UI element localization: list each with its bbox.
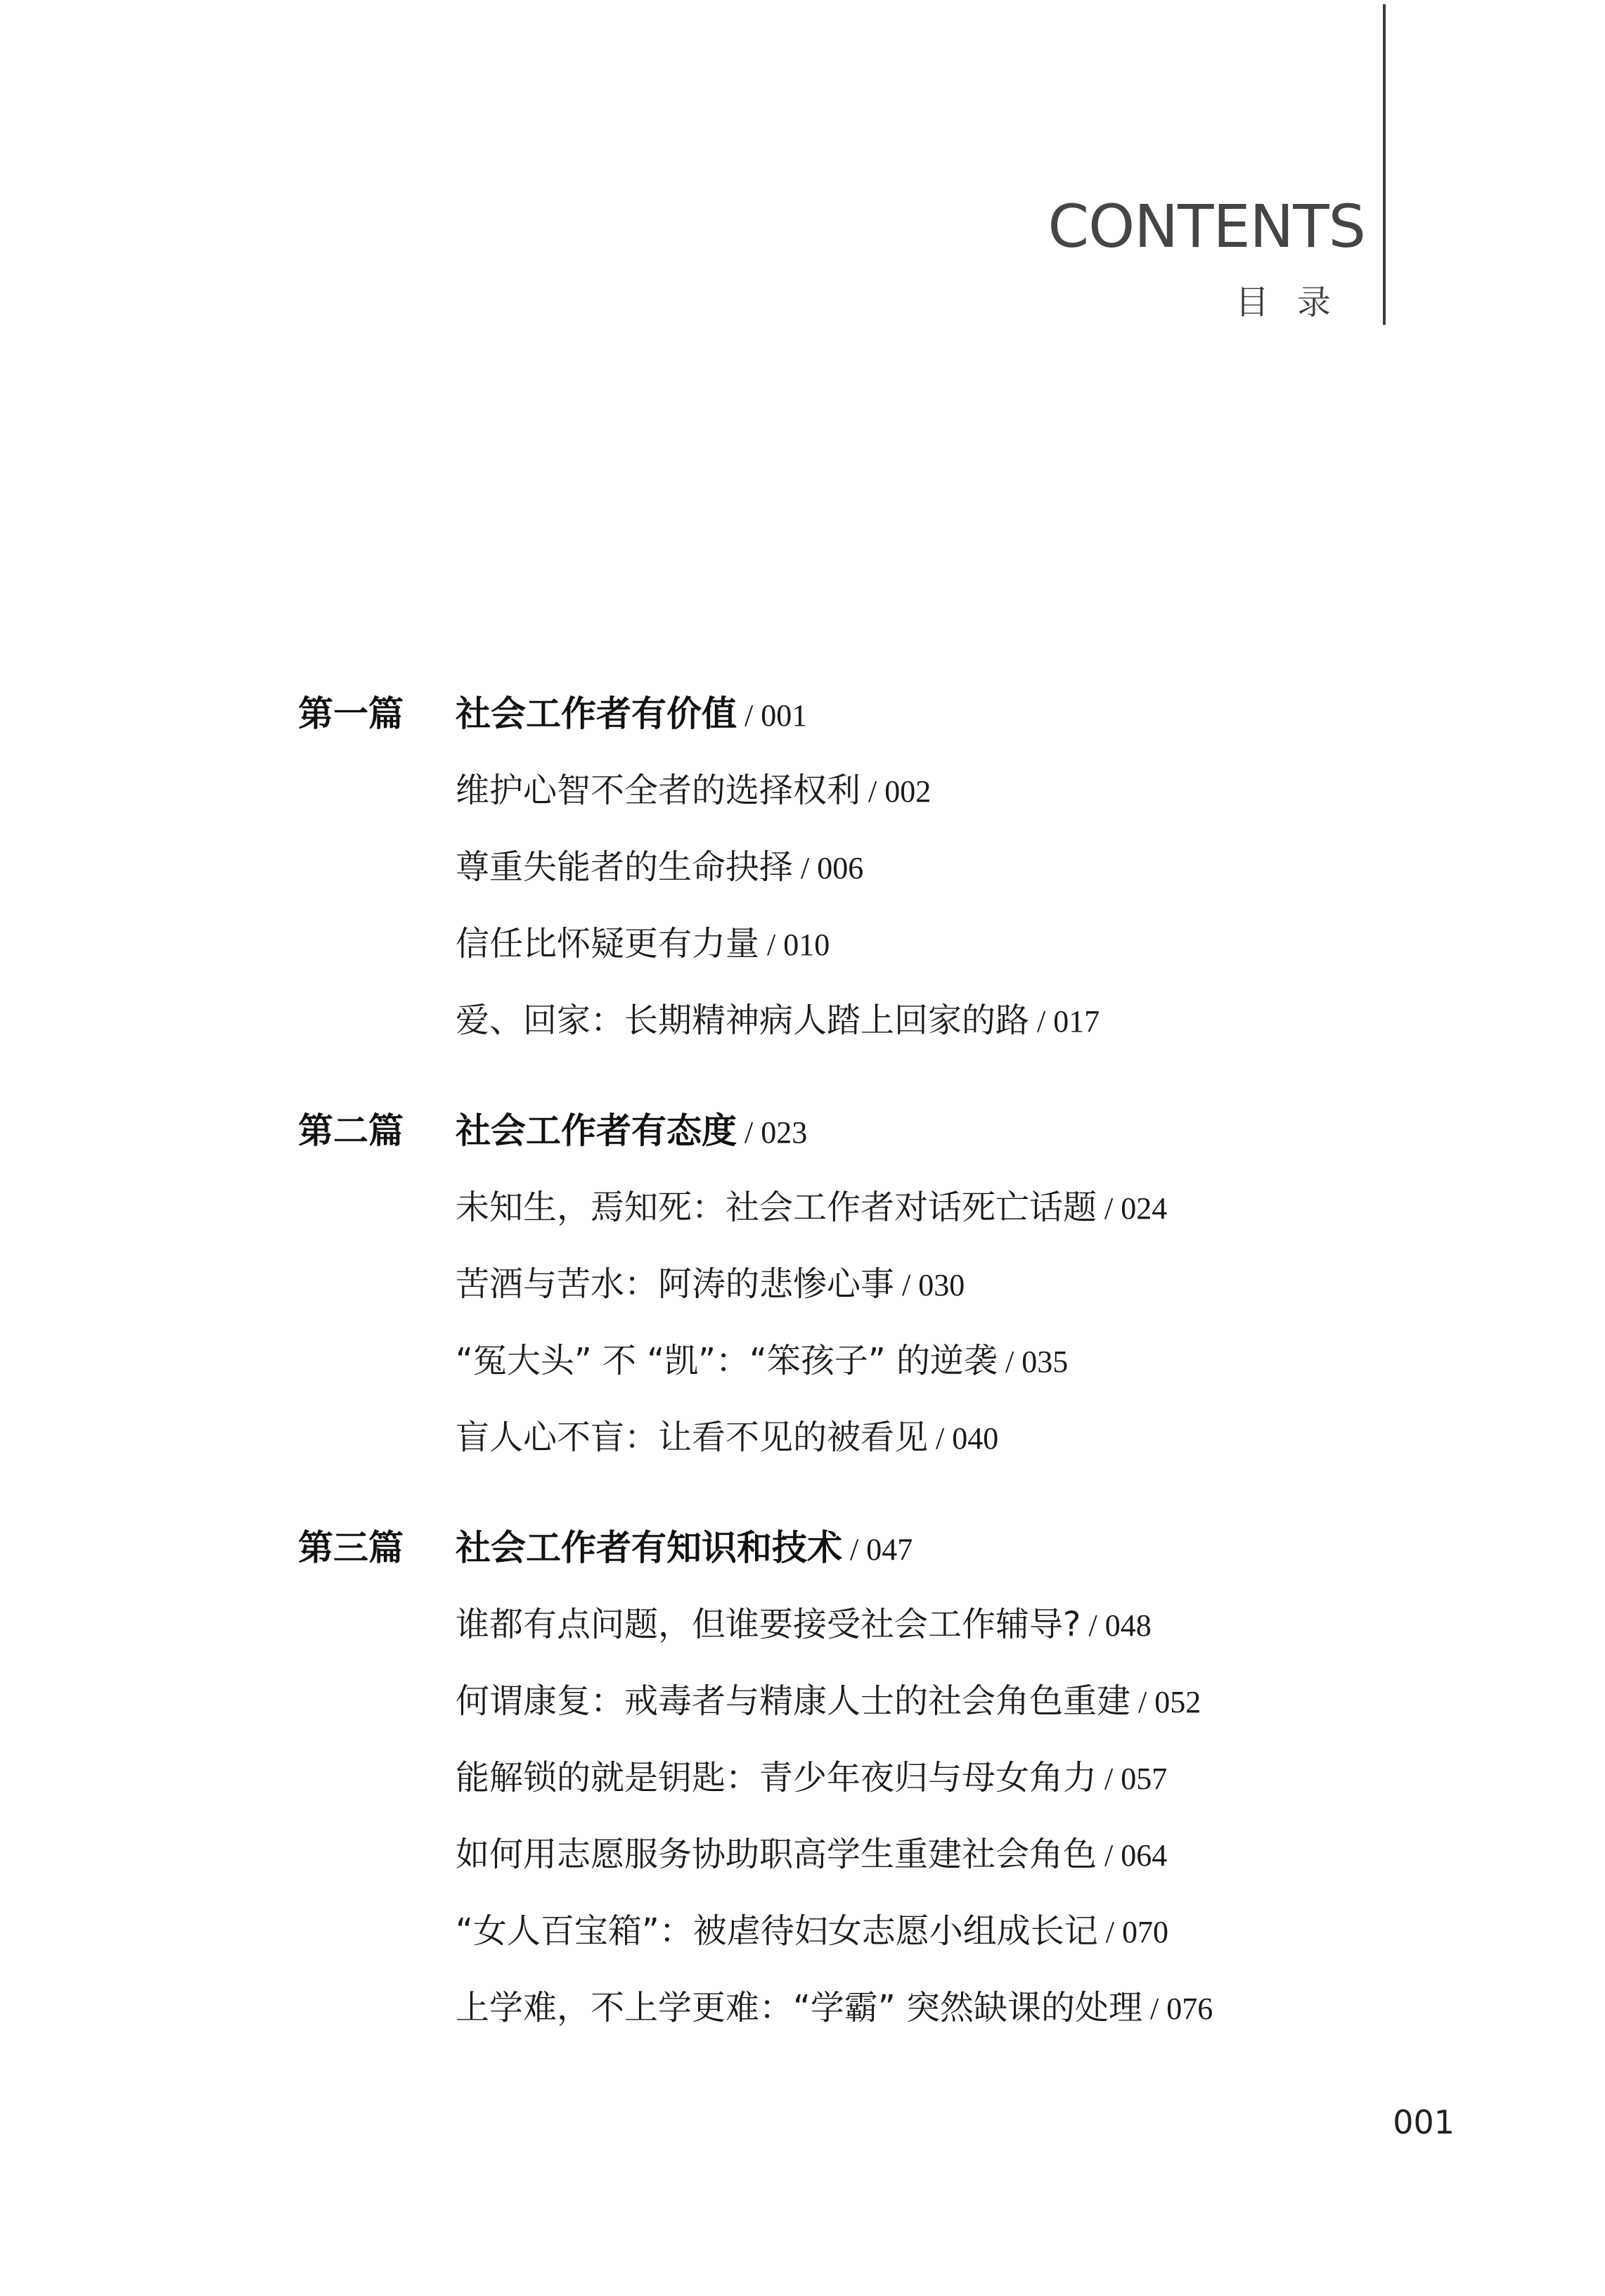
- toc-entry[interactable]: [0, 762, 1605, 819]
- entry-title: 苦酒与苦水：阿涛的悲惨心事 / 030: [456, 1264, 965, 1304]
- toc-entry[interactable]: [0, 1179, 1605, 1236]
- entry-title: 尊重失能者的生命抉择 / 006: [456, 847, 864, 887]
- part-row[interactable]: [0, 1103, 1605, 1159]
- entry-title: 盲人心不盲：让看不见的被看见 / 040: [456, 1418, 999, 1457]
- toc-entry[interactable]: [0, 1826, 1605, 1883]
- entry-title: 能解锁的就是钥匙：青少年夜归与母女角力 / 057: [456, 1758, 1168, 1797]
- contents-heading: CONTENTS: [1048, 192, 1365, 261]
- toc-entry[interactable]: [0, 1903, 1605, 1959]
- toc-entry[interactable]: [0, 1596, 1605, 1653]
- entry-title: 爱、回家：长期精神病人踏上回家的路 / 017: [456, 1001, 1100, 1040]
- contents-heading-cn: 目录: [1235, 283, 1359, 322]
- toc-entry[interactable]: [0, 992, 1605, 1048]
- part-label: 第一篇: [298, 693, 404, 734]
- entry-title: 如何用志愿服务协助职高学生重建社会角色 / 064: [456, 1835, 1168, 1874]
- entry-title: 未知生，焉知死：社会工作者对话死亡话题 / 024: [456, 1188, 1168, 1227]
- toc-entry[interactable]: [0, 1333, 1605, 1389]
- entry-title: “女人百宝箱”：被虐待妇女志愿小组成长记 / 070: [456, 1911, 1168, 1951]
- toc-entry[interactable]: [0, 1673, 1605, 1729]
- toc-entry[interactable]: [0, 1256, 1605, 1312]
- part-title: 社会工作者有价值 / 001: [456, 693, 808, 734]
- page-number: 001: [1393, 2103, 1455, 2141]
- entry-title: 上学难，不上学更难：“学霸” 突然缺课的处理 / 076: [456, 1988, 1213, 2027]
- entry-title: “冤大头” 不 “凯”：“笨孩子” 的逆袭 / 035: [456, 1341, 1069, 1380]
- part-row[interactable]: [0, 1520, 1605, 1576]
- part-title: 社会工作者有知识和技术 / 047: [456, 1527, 913, 1568]
- toc-entry[interactable]: [0, 839, 1605, 895]
- part-label: 第二篇: [298, 1110, 404, 1151]
- toc-entry[interactable]: [0, 1409, 1605, 1466]
- part-label: 第三篇: [298, 1527, 404, 1568]
- entry-title: 谁都有点问题，但谁要接受社会工作辅导? / 048: [456, 1605, 1152, 1644]
- vertical-rule: [1383, 4, 1386, 325]
- part-title: 社会工作者有态度 / 023: [456, 1110, 808, 1151]
- part-row[interactable]: [0, 686, 1605, 742]
- entry-title: 何谓康复：戒毒者与精康人士的社会角色重建 / 052: [456, 1681, 1201, 1721]
- toc-entry[interactable]: [0, 1750, 1605, 1806]
- toc-entry[interactable]: [0, 1980, 1605, 2036]
- entry-title: 信任比怀疑更有力量 / 010: [456, 924, 830, 963]
- entry-title: 维护心智不全者的选择权利 / 002: [456, 771, 932, 810]
- toc-entry[interactable]: [0, 916, 1605, 972]
